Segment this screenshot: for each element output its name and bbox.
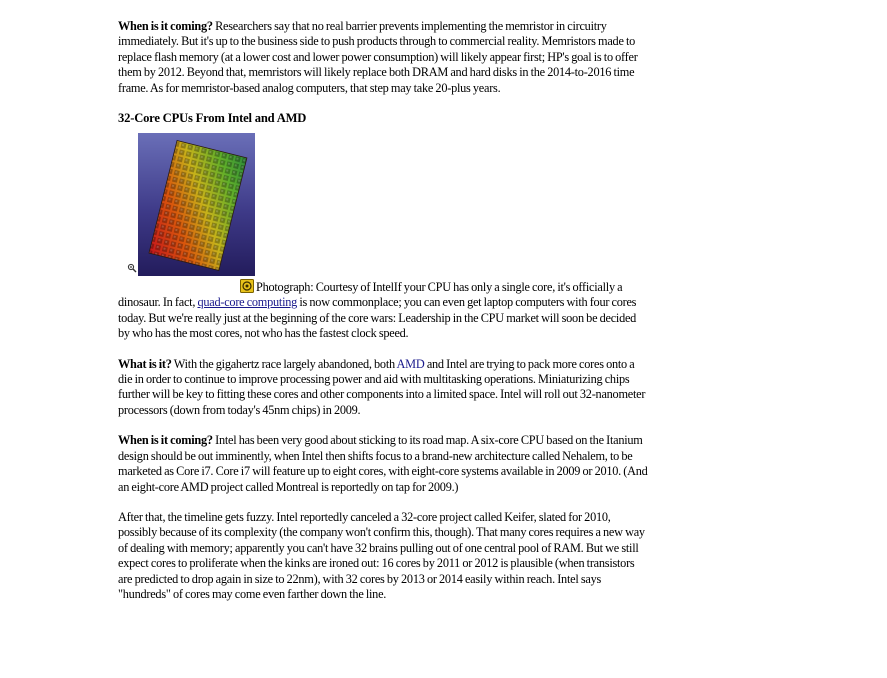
paragraph-when-is-it-coming bbox=[118, 433, 650, 495]
amd-link[interactable]: AMD bbox=[396, 356, 425, 371]
paragraph-timeline-fuzzy: After that, the timeline gets fuzzy. Intel reportedly canceled a 32-core project called Keifer, slated for 2010, possibly because of its complexity (the company won't confirm this, though). That many cores requires a new way of dealing with memory; apparently you can't have 32 brains pulling out of one central pool of RAM. But we still expect cores to proliferate when the kinks are ironed out: 16 cores by 2011 or 2012 is plausible (when transistors are predicted to drop again in size to 22nm), with 32 cores by 2013 or 2014 easily within reach. Intel says "hundreds" of cores may come even farther down the line. bbox=[118, 509, 645, 601]
paragraph-text: With the gigahertz race largely abandoned, both bbox=[171, 356, 397, 371]
paragraph-memristor-timeline bbox=[118, 19, 650, 96]
magnifier-icon[interactable] bbox=[127, 263, 137, 273]
paragraph-text: If your CPU has only a single core, it's officially a dinosaur. In fact, bbox=[118, 280, 623, 310]
paragraph-text: and Intel are trying to pack more cores onto a die in order to continue to improve processing power and aid with multitasking operations. Miniaturizing chips further will be key to fitting these cores and other components into a limited space. Intel will roll out 32-nanometer processors (down from today's 45nm chips) in 2009. bbox=[118, 356, 646, 417]
paragraph-text: Researchers say that no real barrier prevents implementing the memristor in circuitry immediately. But it's up to the business side to push products through to commercial reality. Memristors made to replace flash memory (at a lower cost and lower power consumption) will likely appear first; HP's goal is to offer them by 2012. Beyond that, memristors will likely replace both DRAM and hard disks in the 2014-to-2016 time frame. As for memristor-based analog computers, that step may take 20-plus years. bbox=[118, 19, 638, 95]
section-heading: 32-Core CPUs From Intel and AMD bbox=[118, 111, 307, 126]
article-column bbox=[118, 19, 650, 617]
photo-caption: Photograph: Courtesy of Intel bbox=[256, 280, 394, 295]
paragraph-what-is-it bbox=[118, 357, 650, 419]
paragraph-text: is now commonplace; you can even get laptop computers with four cores today. But we're really just at the beginning of the core wars: Leadership in the CPU market will soon be decided by who has the most cores, not who has the fastest clock speed. bbox=[118, 295, 637, 341]
paragraph-lead: What is it? bbox=[118, 356, 172, 371]
paragraph-core-wars bbox=[118, 279, 650, 342]
figure bbox=[118, 133, 650, 279]
paragraph-lead: When is it coming? bbox=[118, 433, 213, 448]
camera-badge-icon[interactable] bbox=[240, 279, 254, 293]
quad-core-computing-link[interactable]: quad-core computing bbox=[197, 295, 298, 310]
cpu-wafer-photo bbox=[138, 133, 255, 276]
paragraph-lead: When is it coming? bbox=[118, 19, 213, 33]
paragraph-text: Intel has been very good about sticking to its road map. A six-core CPU based on the Itanium design should be out imminently, when Intel then shifts focus to a brand-new architecture called Nehalem, to be marketed as Core i7. Core i7 will feature up to eight cores, with eight-core systems available in 2009 or 2010. (And an eight-core AMD project called Montreal is reportedly on tap for 2009.) bbox=[118, 433, 648, 494]
